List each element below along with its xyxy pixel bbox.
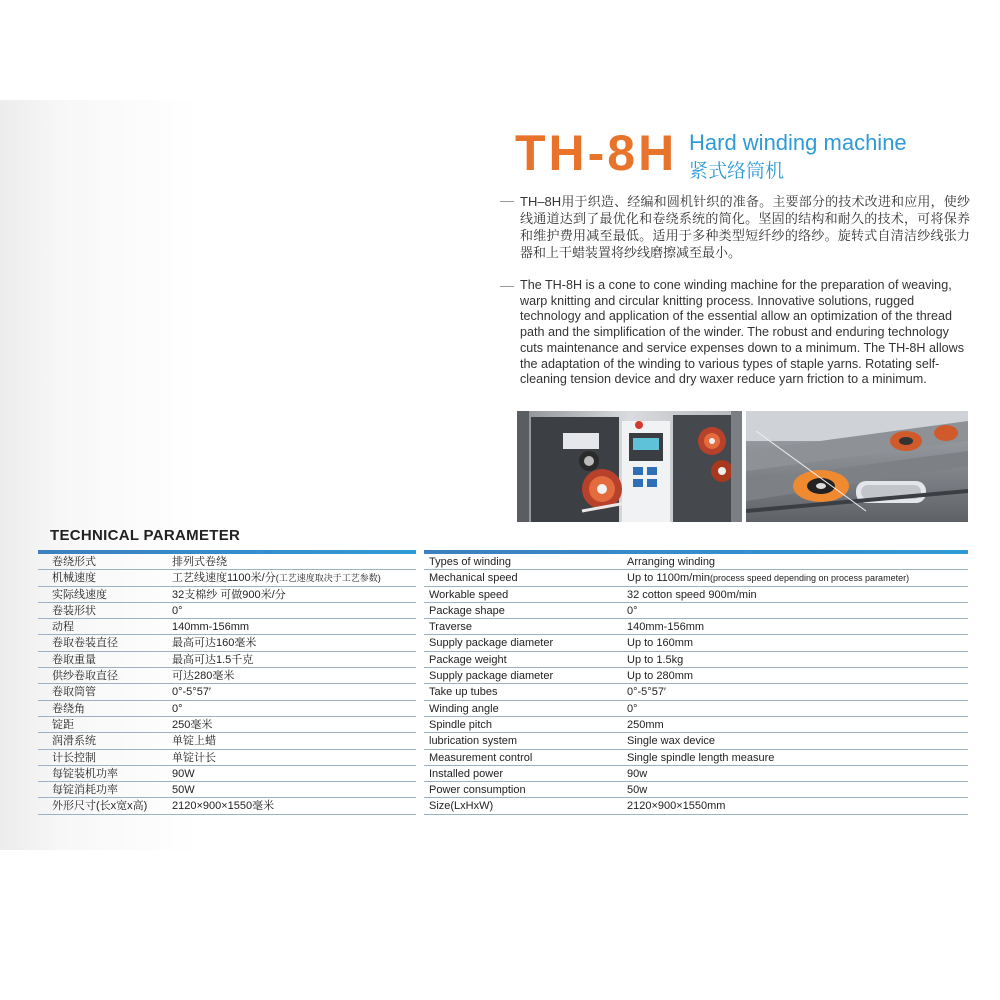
parameter-value-text: 0°-5°57′	[172, 686, 211, 699]
parameter-label: Measurement control	[429, 751, 533, 764]
table-row	[424, 635, 968, 651]
parameter-label: 动程	[52, 621, 74, 634]
table-row	[38, 782, 416, 798]
parameter-value-text: 排列式卷绕	[172, 556, 227, 568]
parameter-label: 卷取重量	[52, 653, 96, 666]
parameter-label: 卷绕角	[52, 702, 85, 715]
parameter-label: Workable speed	[429, 588, 509, 601]
parameter-value	[172, 782, 416, 797]
parameter-value	[627, 701, 968, 716]
table-row	[424, 684, 968, 700]
parameter-value-text: 2120×900×1550mm	[627, 800, 726, 813]
parameter-value-text: 140mm-156mm	[172, 621, 250, 634]
parameter-value-text: 32 cotton speed 900m/min	[627, 588, 757, 601]
table-row	[424, 603, 968, 619]
table-row	[424, 798, 968, 814]
parameter-label: 每锭消耗功率	[52, 784, 118, 797]
lead-line	[500, 201, 514, 202]
table-row	[424, 782, 968, 798]
parameter-value	[172, 668, 416, 683]
parameter-value-text: 50w	[627, 784, 648, 797]
parameter-label: 卷取筒管	[52, 686, 96, 699]
parameter-label: 润滑系统	[52, 735, 96, 748]
parameter-label: Installed power	[429, 767, 503, 780]
parameter-value-text: 250毫米	[172, 718, 213, 731]
parameter-value	[172, 733, 416, 748]
table-row	[424, 766, 968, 782]
description-en: The TH-8H is a cone to cone winding machine for the preparation of weaving, warp knitting and circular knitting process. Innovative solutions, rugged technology and application of the essential allow an optimization of the thread path and the simplification of the winder. The robust and enduring technology cuts maintenance and service expenses down to a minimum. The TH-8H allows the adaptation of the winding to various types of staple yarns. Rotating self-cleaning tension device and dry waxer reduce yarn friction to a minimum.	[520, 278, 965, 387]
parameter-label: 计长控制	[52, 751, 96, 764]
table-row	[38, 733, 416, 749]
product-title-cn: 紧式络筒机	[689, 161, 785, 182]
parameter-value	[627, 782, 968, 797]
parameter-label: Mechanical speed	[429, 572, 518, 585]
parameter-value-text: Single spindle length measure	[627, 751, 775, 764]
parameter-value	[627, 750, 968, 765]
table-row	[424, 570, 968, 586]
parameter-value	[627, 587, 968, 602]
parameter-label: Package shape	[429, 604, 505, 617]
parameter-value	[627, 766, 968, 781]
parameter-value	[627, 603, 968, 618]
parameter-value	[627, 668, 968, 683]
parameter-label: Types of winding	[429, 556, 511, 568]
parameter-value	[172, 701, 416, 716]
parameter-value	[172, 652, 416, 667]
parameter-value	[172, 684, 416, 699]
parameter-label: Size(LxHxW)	[429, 800, 494, 813]
parameter-value	[627, 554, 968, 569]
parameter-label: Traverse	[429, 621, 472, 634]
table-row	[38, 554, 416, 570]
parameter-value-text: 140mm-156mm	[627, 621, 705, 634]
table-row	[38, 635, 416, 651]
parameter-value-text: 0°	[627, 702, 638, 715]
parameter-label: 卷装形状	[52, 604, 96, 617]
table-row	[38, 798, 416, 814]
parameter-value-text: Up to 280mm	[627, 670, 694, 683]
parameter-value	[627, 684, 968, 699]
parameter-value	[627, 717, 968, 732]
tension-device-photo	[746, 411, 968, 522]
parameter-label: Supply package diameter	[429, 637, 554, 650]
parameter-label: Take up tubes	[429, 686, 498, 699]
parameter-value-text: 0°	[627, 604, 638, 617]
parameter-label: 外形尺寸(长x宽x高)	[52, 800, 148, 813]
parameter-value-text: 32支棉纱 可做900米/分	[172, 588, 286, 601]
parameter-value-text: 单锭计长	[172, 751, 216, 764]
table-row	[38, 684, 416, 700]
parameter-value-text: 可达280毫米	[172, 670, 235, 683]
parameter-value-text: Arranging winding	[627, 556, 716, 568]
parameter-label: Winding angle	[429, 702, 499, 715]
parameter-value-text: 0°-5°57′	[627, 686, 666, 699]
parameter-value-text: 最高可达1.5千克	[172, 653, 254, 666]
parameter-value-text: 90W	[172, 767, 195, 780]
table-row	[424, 701, 968, 717]
parameter-value-text: 50W	[172, 784, 195, 797]
parameter-value	[172, 750, 416, 765]
parameter-label: Supply package diameter	[429, 670, 554, 683]
parameter-value	[172, 554, 416, 569]
parameter-value-text: 250mm	[627, 718, 664, 731]
product-title-en: Hard winding machine	[689, 130, 907, 155]
table-row	[424, 652, 968, 668]
parameter-label: 机械速度	[52, 572, 96, 585]
parameter-label: 实际线速度	[52, 588, 107, 601]
table-row	[38, 652, 416, 668]
parameter-note: (工艺速度取决于工艺参数)	[275, 573, 381, 584]
parameter-value	[627, 635, 968, 650]
table-row	[38, 766, 416, 782]
table-row	[38, 570, 416, 586]
table-row	[38, 717, 416, 733]
table-row	[38, 701, 416, 717]
parameter-value-text: 工艺线速度1100米/分	[172, 572, 276, 585]
parameter-note: (process speed depending on process parameter)	[709, 573, 910, 584]
parameter-value	[172, 587, 416, 602]
parameter-value-text: Single wax device	[627, 735, 716, 748]
table-row	[424, 587, 968, 603]
table-row	[424, 717, 968, 733]
parameter-value	[172, 766, 416, 781]
parameter-value-text: 2120×900×1550毫米	[172, 800, 275, 813]
parameter-label: 卷取卷装直径	[52, 637, 118, 650]
description-cn: TH–8H用于织造、经编和圆机针织的准备。主要部分的技术改进和应用，使纱线通道达到了最优化和卷绕系统的简化。坚固的结构和耐久的技术，可将保养和维护费用减至最低。适用于多种类型短纤纱的络纱。旋转式自清洁纱线张力器和上干蜡装置将纱线磨擦减至最小。	[520, 194, 970, 260]
parameter-value-text: 0°	[172, 604, 183, 617]
parameter-table-en	[424, 550, 968, 815]
parameter-label: 卷绕形式	[52, 556, 96, 568]
parameter-label: 每锭装机功率	[52, 767, 118, 780]
parameter-value-text: Up to 1.5kg	[627, 653, 684, 666]
parameter-label: 供纱卷取直径	[52, 670, 118, 683]
table-row	[38, 750, 416, 766]
parameter-label: Power consumption	[429, 784, 526, 797]
model-name: TH-8H	[515, 125, 678, 181]
parameter-value	[172, 570, 416, 585]
parameter-value	[172, 798, 416, 813]
table-row	[38, 668, 416, 684]
table-row	[424, 733, 968, 749]
parameter-value-text: Up to 160mm	[627, 637, 694, 650]
table-row	[38, 619, 416, 635]
parameter-value-text: 最高可达160毫米	[172, 637, 257, 650]
table-row	[424, 668, 968, 684]
parameter-value-text: Up to 1100m/min	[627, 572, 710, 585]
parameter-value-text: 0°	[172, 702, 183, 715]
parameter-value	[627, 570, 968, 585]
parameter-value	[172, 717, 416, 732]
parameter-label: Package weight	[429, 653, 507, 666]
parameter-value	[627, 619, 968, 634]
parameter-value-text: 单锭上蜡	[172, 735, 216, 748]
parameter-label: Spindle pitch	[429, 718, 492, 731]
parameter-value	[172, 619, 416, 634]
parameter-value	[172, 603, 416, 618]
table-row	[38, 587, 416, 603]
table-row	[424, 554, 968, 570]
table-row	[424, 619, 968, 635]
table-row	[38, 603, 416, 619]
machine-control-panel-photo	[517, 411, 742, 522]
section-title: TECHNICAL PARAMETER	[50, 527, 241, 544]
parameter-label: 锭距	[52, 718, 74, 731]
lead-line	[500, 286, 514, 287]
parameter-value	[627, 733, 968, 748]
parameter-value	[627, 652, 968, 667]
parameter-value	[172, 635, 416, 650]
table-row	[424, 750, 968, 766]
parameter-label: lubrication system	[429, 735, 518, 748]
parameter-value-text: 90w	[627, 767, 648, 780]
parameter-table-cn	[38, 550, 416, 815]
parameter-value	[627, 798, 968, 813]
